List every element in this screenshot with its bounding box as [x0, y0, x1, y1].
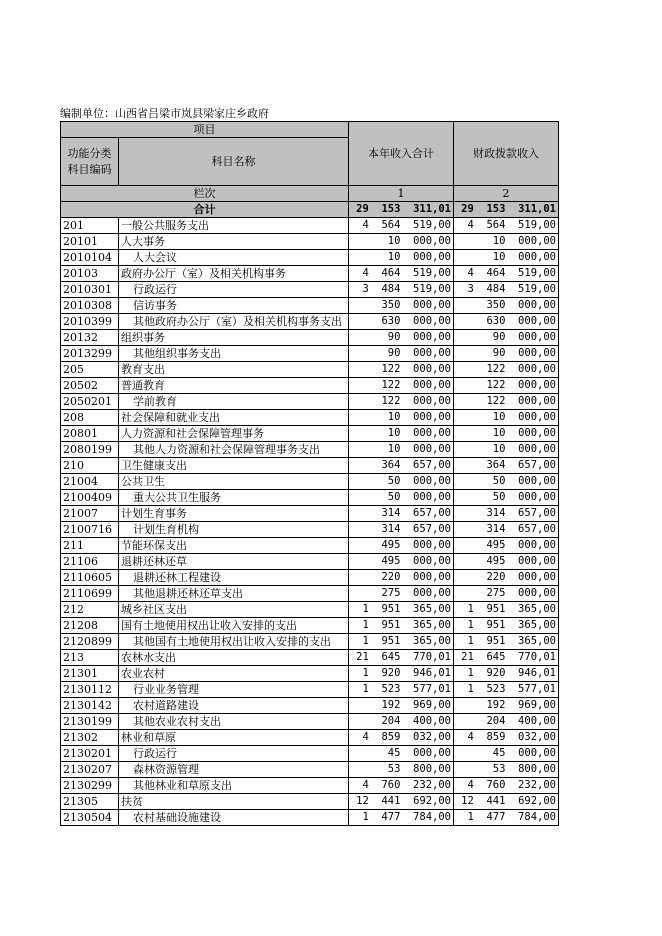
row-total-income: 45 000,00: [349, 746, 454, 762]
row-name: 教育支出: [119, 362, 349, 378]
header-name: 科目名称: [119, 138, 349, 186]
row-total-income: 122 000,00: [349, 394, 454, 410]
header-col2: 2: [454, 186, 559, 202]
row-fiscal-income: 1 477 784,00: [454, 810, 559, 826]
row-name: 农林水支出: [119, 650, 349, 666]
row-name: 农业农村: [119, 666, 349, 682]
row-name: 重大公共卫生服务: [119, 490, 349, 506]
row-total-income: 275 000,00: [349, 586, 454, 602]
row-total-income: 495 000,00: [349, 538, 454, 554]
row-total-income: 10 000,00: [349, 442, 454, 458]
row-fiscal-income: 4 464 519,00: [454, 266, 559, 282]
row-name: 退耕还林工程建设: [119, 570, 349, 586]
row-fiscal-income: 1 951 365,00: [454, 634, 559, 650]
table-row: [61, 810, 559, 826]
table-row: [61, 634, 559, 650]
row-fiscal-income: 192 969,00: [454, 698, 559, 714]
table-row: [61, 234, 559, 250]
row-fiscal-income: 53 800,00: [454, 762, 559, 778]
revenue-report-table: [60, 121, 559, 826]
header-col1: 1: [349, 186, 454, 202]
table-row: [61, 266, 559, 282]
row-code: 2110699: [61, 586, 119, 602]
row-total-income: 10 000,00: [349, 426, 454, 442]
row-fiscal-income: 50 000,00: [454, 474, 559, 490]
row-code: 21106: [61, 554, 119, 570]
row-total-income: 4 564 519,00: [349, 218, 454, 234]
row-fiscal-income: 21 645 770,01: [454, 650, 559, 666]
table-row: [61, 602, 559, 618]
row-code: 20103: [61, 266, 119, 282]
row-name: 社会保障和就业支出: [119, 410, 349, 426]
row-total-income: 1 951 365,00: [349, 634, 454, 650]
row-total-income: 630 000,00: [349, 314, 454, 330]
row-code: 2050201: [61, 394, 119, 410]
row-code: 2130504: [61, 810, 119, 826]
row-name: 组织事务: [119, 330, 349, 346]
row-name: 农村道路建设: [119, 698, 349, 714]
row-total-income: 50 000,00: [349, 474, 454, 490]
row-fiscal-income: 122 000,00: [454, 378, 559, 394]
row-name: 政府办公厅（室）及相关机构事务: [119, 266, 349, 282]
row-total-income: 1 523 577,01: [349, 682, 454, 698]
table-row: [61, 538, 559, 554]
row-fiscal-income: 275 000,00: [454, 586, 559, 602]
table-row: [61, 666, 559, 682]
row-fiscal-income: 495 000,00: [454, 538, 559, 554]
row-fiscal-income: 90 000,00: [454, 330, 559, 346]
row-code: 2120899: [61, 634, 119, 650]
row-code: 208: [61, 410, 119, 426]
row-fiscal-income: 10 000,00: [454, 426, 559, 442]
row-total-income: 1 951 365,00: [349, 618, 454, 634]
row-name: 普通教育: [119, 378, 349, 394]
total-label: 合计: [61, 202, 349, 218]
row-name: 其他组织事务支出: [119, 346, 349, 362]
row-fiscal-income: 50 000,00: [454, 490, 559, 506]
row-total-income: 4 464 519,00: [349, 266, 454, 282]
row-total-income: 495 000,00: [349, 554, 454, 570]
row-code: 205: [61, 362, 119, 378]
row-fiscal-income: 10 000,00: [454, 234, 559, 250]
table-row: [61, 650, 559, 666]
table-row: [61, 282, 559, 298]
row-code: 2130142: [61, 698, 119, 714]
row-total-income: 350 000,00: [349, 298, 454, 314]
row-total-income: 1 920 946,01: [349, 666, 454, 682]
row-name: 一般公共服务支出: [119, 218, 349, 234]
row-code: 20502: [61, 378, 119, 394]
row-total-income: 314 657,00: [349, 506, 454, 522]
table-row: [61, 730, 559, 746]
table-row: [61, 378, 559, 394]
header-code-line1: 功能分类: [67, 146, 112, 160]
row-total-income: 4 760 232,00: [349, 778, 454, 794]
row-code: 21208: [61, 618, 119, 634]
row-code: 2010308: [61, 298, 119, 314]
compiling-unit-label: 编制单位：山西省吕梁市岚县梁家庄乡政府: [60, 107, 269, 120]
row-code: 2080199: [61, 442, 119, 458]
row-fiscal-income: 4 760 232,00: [454, 778, 559, 794]
row-fiscal-income: 45 000,00: [454, 746, 559, 762]
row-code: 2130201: [61, 746, 119, 762]
row-code: 2110605: [61, 570, 119, 586]
header-item: 项目: [61, 122, 349, 138]
header-total-income: 本年收入合计: [349, 122, 454, 186]
row-name: 森林资源管理: [119, 762, 349, 778]
row-name: 信访事务: [119, 298, 349, 314]
row-fiscal-income: 630 000,00: [454, 314, 559, 330]
table-row: [61, 682, 559, 698]
row-code: 21301: [61, 666, 119, 682]
row-fiscal-income: 1 920 946,01: [454, 666, 559, 682]
header-code: [61, 138, 119, 186]
row-fiscal-income: 12 441 692,00: [454, 794, 559, 810]
row-total-income: 1 477 784,00: [349, 810, 454, 826]
row-code: 2130199: [61, 714, 119, 730]
row-fiscal-income: 122 000,00: [454, 394, 559, 410]
row-name: 计划生育事务: [119, 506, 349, 522]
table-row: [61, 490, 559, 506]
row-fiscal-income: 1 951 365,00: [454, 618, 559, 634]
row-fiscal-income: 10 000,00: [454, 410, 559, 426]
row-code: 2130299: [61, 778, 119, 794]
row-fiscal-income: 314 657,00: [454, 506, 559, 522]
row-name: 城乡社区支出: [119, 602, 349, 618]
row-name: 人力资源和社会保障管理事务: [119, 426, 349, 442]
table-row: [61, 698, 559, 714]
table-row: [61, 714, 559, 730]
table-row: [61, 394, 559, 410]
row-fiscal-income: 1 951 365,00: [454, 602, 559, 618]
table-row: [61, 778, 559, 794]
table-row: [61, 746, 559, 762]
row-fiscal-income: 3 484 519,00: [454, 282, 559, 298]
row-code: 2100409: [61, 490, 119, 506]
table-header: [61, 122, 559, 218]
table-row: [61, 506, 559, 522]
row-code: 2100716: [61, 522, 119, 538]
row-code: 2010104: [61, 250, 119, 266]
row-code: 21305: [61, 794, 119, 810]
table-row: [61, 298, 559, 314]
row-total-income: 364 657,00: [349, 458, 454, 474]
row-code: 210: [61, 458, 119, 474]
row-name: 卫生健康支出: [119, 458, 349, 474]
row-fiscal-income: 1 523 577,01: [454, 682, 559, 698]
row-fiscal-income: 204 400,00: [454, 714, 559, 730]
row-name: 其他农业农村支出: [119, 714, 349, 730]
row-name: 其他退耕还林还草支出: [119, 586, 349, 602]
row-name: 林业和草原: [119, 730, 349, 746]
row-fiscal-income: 90 000,00: [454, 346, 559, 362]
row-fiscal-income: 495 000,00: [454, 554, 559, 570]
row-total-income: 10 000,00: [349, 410, 454, 426]
row-total-income: 220 000,00: [349, 570, 454, 586]
table-row: [61, 426, 559, 442]
row-fiscal-income: 10 000,00: [454, 250, 559, 266]
row-name: 其他人力资源和社会保障管理事务支出: [119, 442, 349, 458]
row-total-income: 3 484 519,00: [349, 282, 454, 298]
row-code: 2010399: [61, 314, 119, 330]
row-total-income: 192 969,00: [349, 698, 454, 714]
row-code: 201: [61, 218, 119, 234]
row-total-income: 90 000,00: [349, 346, 454, 362]
table-row: [61, 458, 559, 474]
row-name: 计划生育机构: [119, 522, 349, 538]
row-total-income: 10 000,00: [349, 234, 454, 250]
table-row: [61, 522, 559, 538]
total-income-value: 29 153 311,01: [349, 202, 454, 218]
table-row: [61, 442, 559, 458]
row-code: 2130112: [61, 682, 119, 698]
row-name: 公共卫生: [119, 474, 349, 490]
table-row: [61, 346, 559, 362]
row-total-income: 10 000,00: [349, 250, 454, 266]
row-fiscal-income: 220 000,00: [454, 570, 559, 586]
row-code: 211: [61, 538, 119, 554]
row-code: 20801: [61, 426, 119, 442]
table-row: [61, 794, 559, 810]
table-row: [61, 554, 559, 570]
row-fiscal-income: 364 657,00: [454, 458, 559, 474]
row-fiscal-income: 4 859 032,00: [454, 730, 559, 746]
row-total-income: 122 000,00: [349, 362, 454, 378]
header-code-line2: 科目编码: [67, 162, 112, 176]
row-fiscal-income: 314 657,00: [454, 522, 559, 538]
row-name: 行业业务管理: [119, 682, 349, 698]
row-total-income: 204 400,00: [349, 714, 454, 730]
row-fiscal-income: 122 000,00: [454, 362, 559, 378]
row-total-income: 90 000,00: [349, 330, 454, 346]
row-code: 20101: [61, 234, 119, 250]
row-total-income: 50 000,00: [349, 490, 454, 506]
table-row: [61, 586, 559, 602]
table-row: [61, 362, 559, 378]
row-total-income: 1 951 365,00: [349, 602, 454, 618]
row-code: 21302: [61, 730, 119, 746]
row-name: 人大事务: [119, 234, 349, 250]
row-total-income: 122 000,00: [349, 378, 454, 394]
row-code: 2010301: [61, 282, 119, 298]
table-row: [61, 314, 559, 330]
header-fiscal-income: 财政拨款收入: [454, 122, 559, 186]
total-fiscal-value: 29 153 311,01: [454, 202, 559, 218]
row-name: 行政运行: [119, 282, 349, 298]
row-name: 其他国有土地使用权出让收入安排的支出: [119, 634, 349, 650]
row-code: 20132: [61, 330, 119, 346]
table-row: [61, 218, 559, 234]
row-code: 2013299: [61, 346, 119, 362]
row-name: 学前教育: [119, 394, 349, 410]
table-row: [61, 410, 559, 426]
table-row: [61, 762, 559, 778]
row-name: 扶贫: [119, 794, 349, 810]
row-name: 退耕还林还草: [119, 554, 349, 570]
row-fiscal-income: 350 000,00: [454, 298, 559, 314]
row-total-income: 21 645 770,01: [349, 650, 454, 666]
row-name: 节能环保支出: [119, 538, 349, 554]
header-row-index: 栏次: [61, 186, 349, 202]
row-name: 其他林业和草原支出: [119, 778, 349, 794]
row-name: 其他政府办公厅（室）及相关机构事务支出: [119, 314, 349, 330]
row-code: 21007: [61, 506, 119, 522]
table-row: [61, 330, 559, 346]
row-name: 农村基础设施建设: [119, 810, 349, 826]
row-code: 2130207: [61, 762, 119, 778]
row-code: 212: [61, 602, 119, 618]
row-name: 行政运行: [119, 746, 349, 762]
row-code: 21004: [61, 474, 119, 490]
row-code: 213: [61, 650, 119, 666]
table-body: [61, 218, 559, 826]
table-row: [61, 474, 559, 490]
row-total-income: 53 800,00: [349, 762, 454, 778]
table-row: [61, 250, 559, 266]
row-fiscal-income: 4 564 519,00: [454, 218, 559, 234]
table-row: [61, 618, 559, 634]
row-total-income: 4 859 032,00: [349, 730, 454, 746]
table-row: [61, 570, 559, 586]
row-total-income: 314 657,00: [349, 522, 454, 538]
row-name: 国有土地使用权出让收入安排的支出: [119, 618, 349, 634]
row-total-income: 12 441 692,00: [349, 794, 454, 810]
row-name: 人大会议: [119, 250, 349, 266]
row-fiscal-income: 10 000,00: [454, 442, 559, 458]
